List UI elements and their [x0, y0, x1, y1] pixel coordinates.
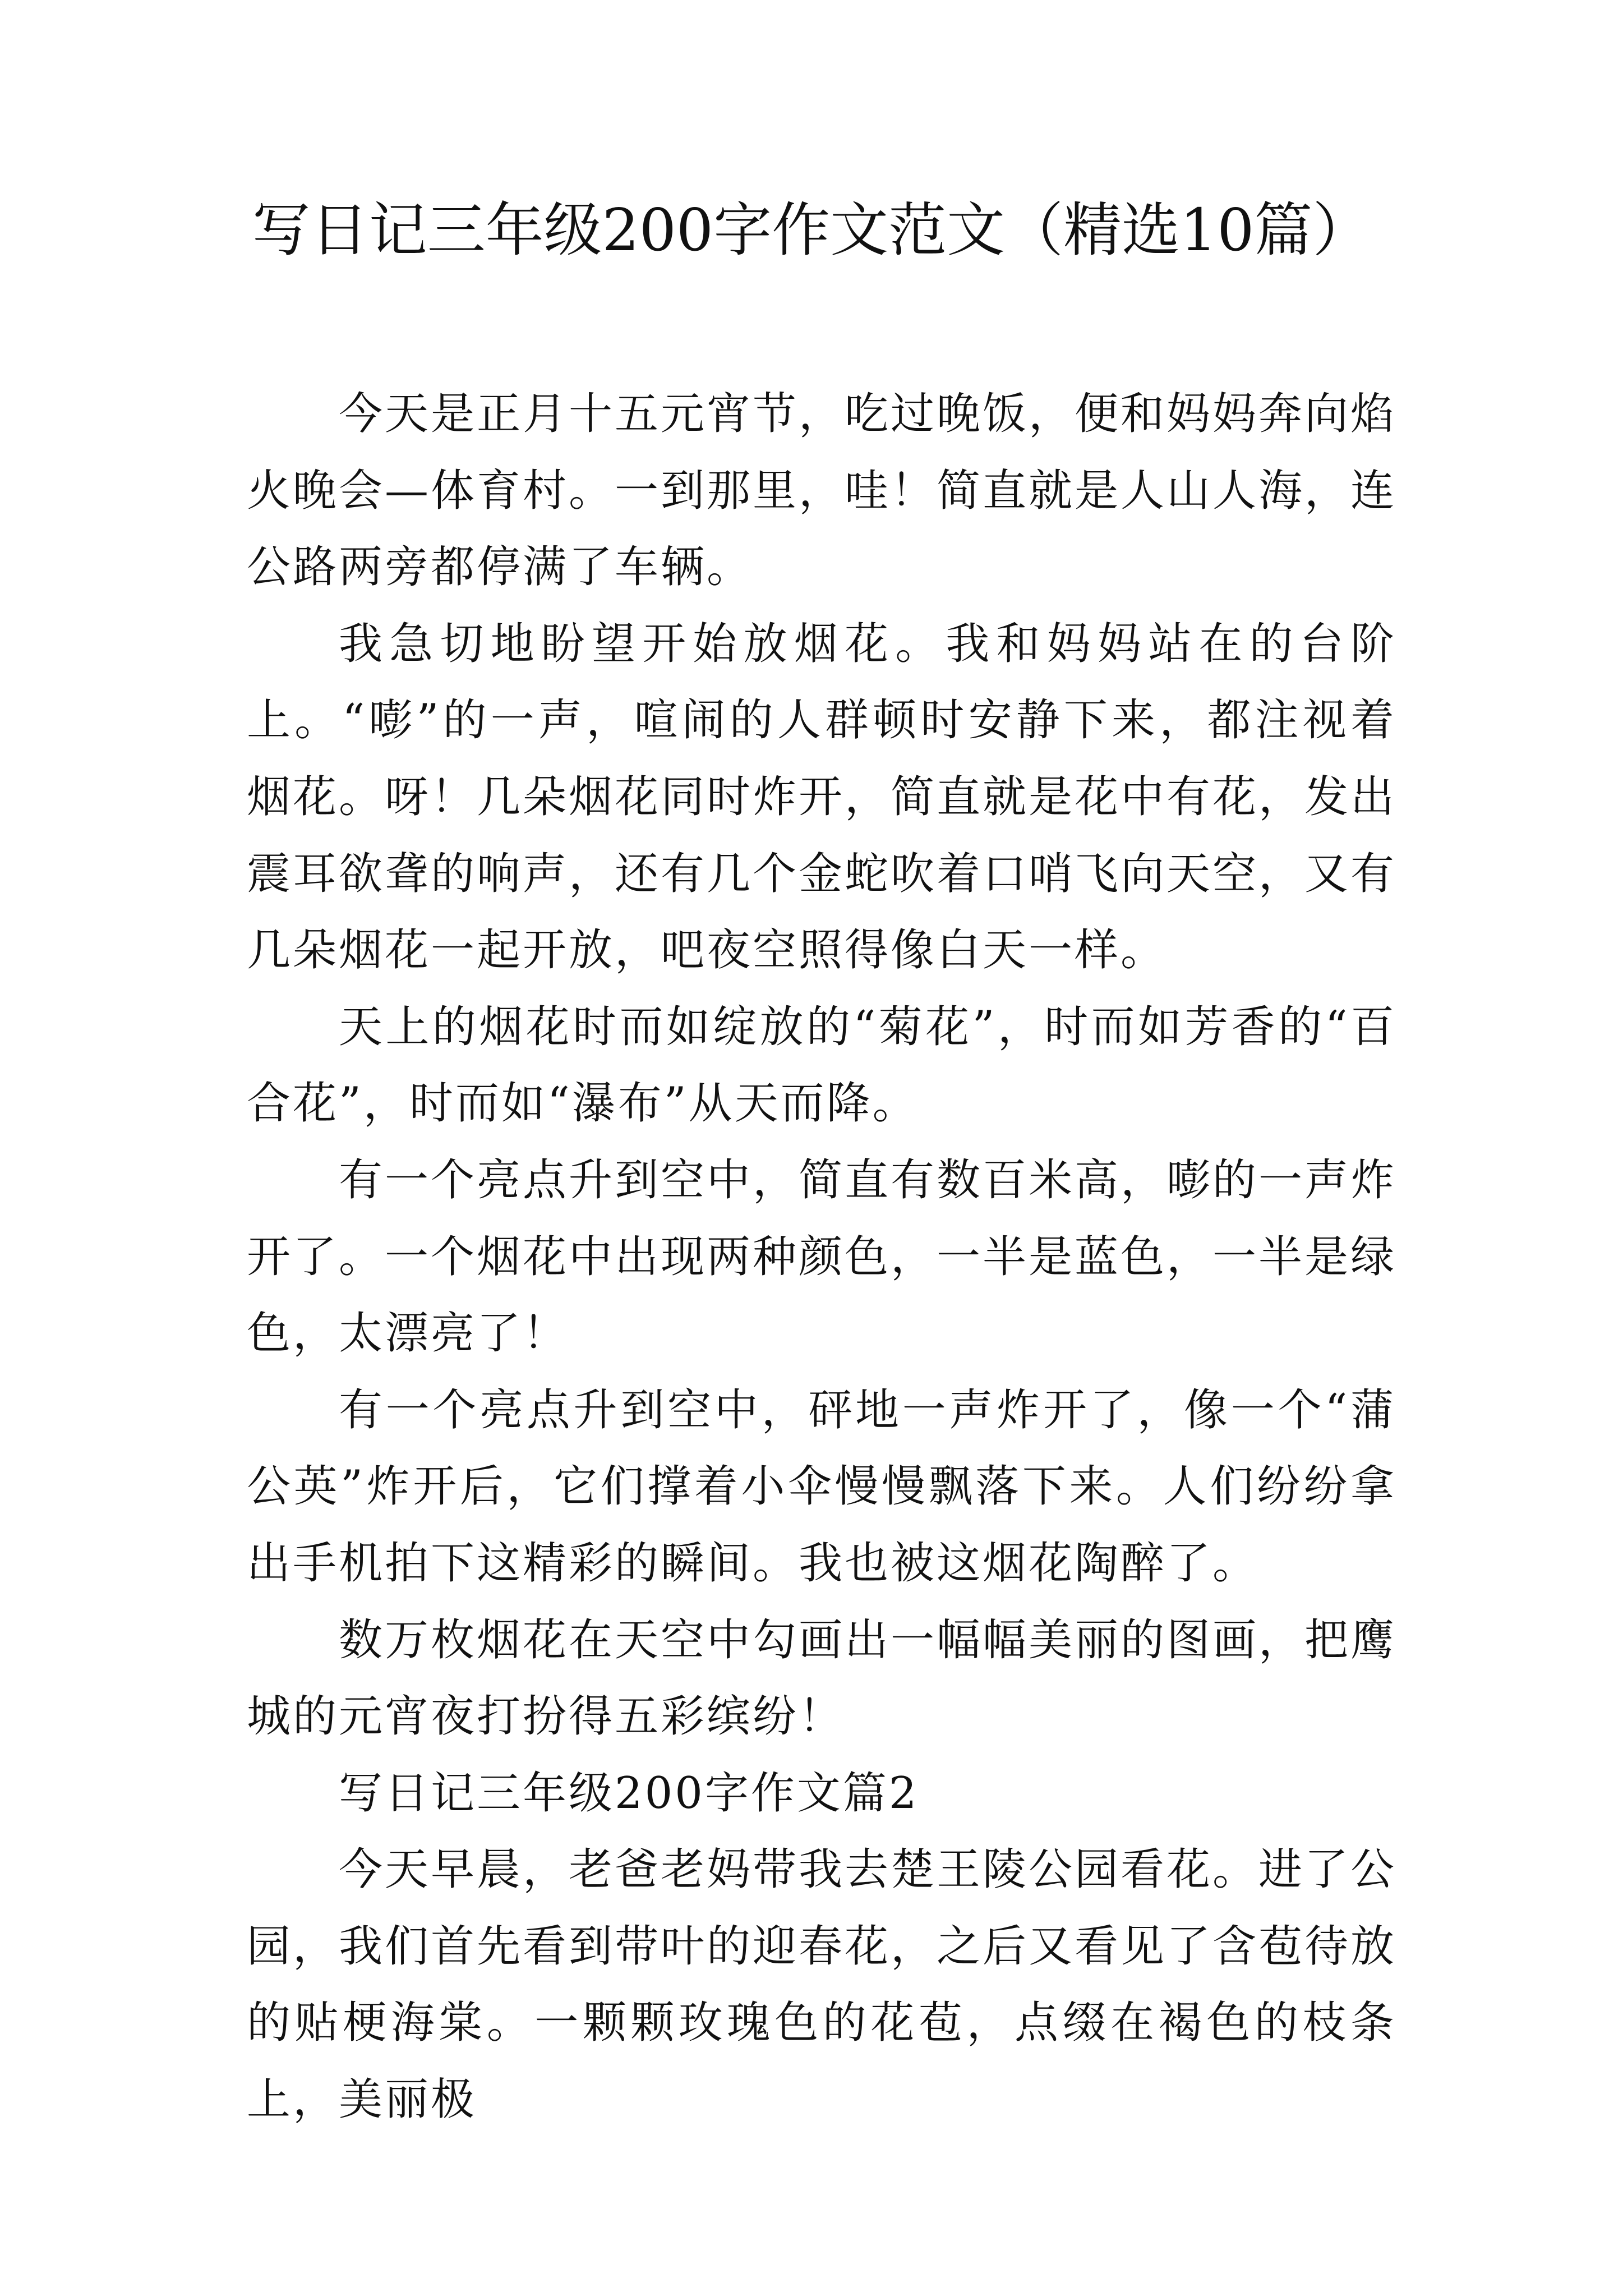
paragraph: 有一个亮点升到空中，砰地一声炸开了，像一个“蒲公英”炸开后，它们撑着小伞慢慢飘落下来。人们纷纷拿出手机拍下这精彩的瞬间。我也被这烟花陶醉了。 [247, 1384, 1396, 1589]
paragraph: 数万枚烟花在天空中勾画出一幅幅美丽的图画，把鹰城的元宵夜打扮得五彩缤纷！ [247, 1614, 1397, 1742]
paragraph: 今天是正月十五元宵节，吃过晚饭，便和妈妈奔向焰火晚会—体育村。一到那里，哇！简直就是人山人海，连公路两旁都停满了车辆。 [247, 389, 1397, 593]
section-heading: 写日记三年级200字作文篇2 [339, 1768, 919, 1819]
document-body [247, 376, 1396, 2138]
paragraph: 今天早晨，老爸老妈带我去楚王陵公园看花。进了公园，我们首先看到带叶的迎春花，之后又看见了含苞待放的贴梗海棠。一颗颗玫瑰色的花苞，点缀在褐色的枝条上，美丽极 [247, 1844, 1397, 2125]
paragraph: 我急切地盼望开始放烟花。我和妈妈站在的台阶上。“嘭”的一声，喧闹的人群顿时安静下来，都注视着烟花。呀！几朵烟花同时炸开，简直就是花中有花，发出震耳欲聋的响声，还有几个金蛇吹着口哨飞向天空，又有几朵烟花一起开放，吧夜空照得像白天一样。 [247, 618, 1397, 976]
paragraph: 天上的烟花时而如绽放的“菊花”，时而如芳香的“百合花”，时而如“瀑布”从天而降。 [247, 1001, 1396, 1129]
paragraph: 有一个亮点升到空中，简直有数百米高，嘭的一声炸开了。一个烟花中出现两种颜色，一半是蓝色，一半是绿色，太漂亮了！ [247, 1154, 1397, 1359]
document-title: 写日记三年级200字作文范文（精选10篇） [252, 196, 1371, 264]
